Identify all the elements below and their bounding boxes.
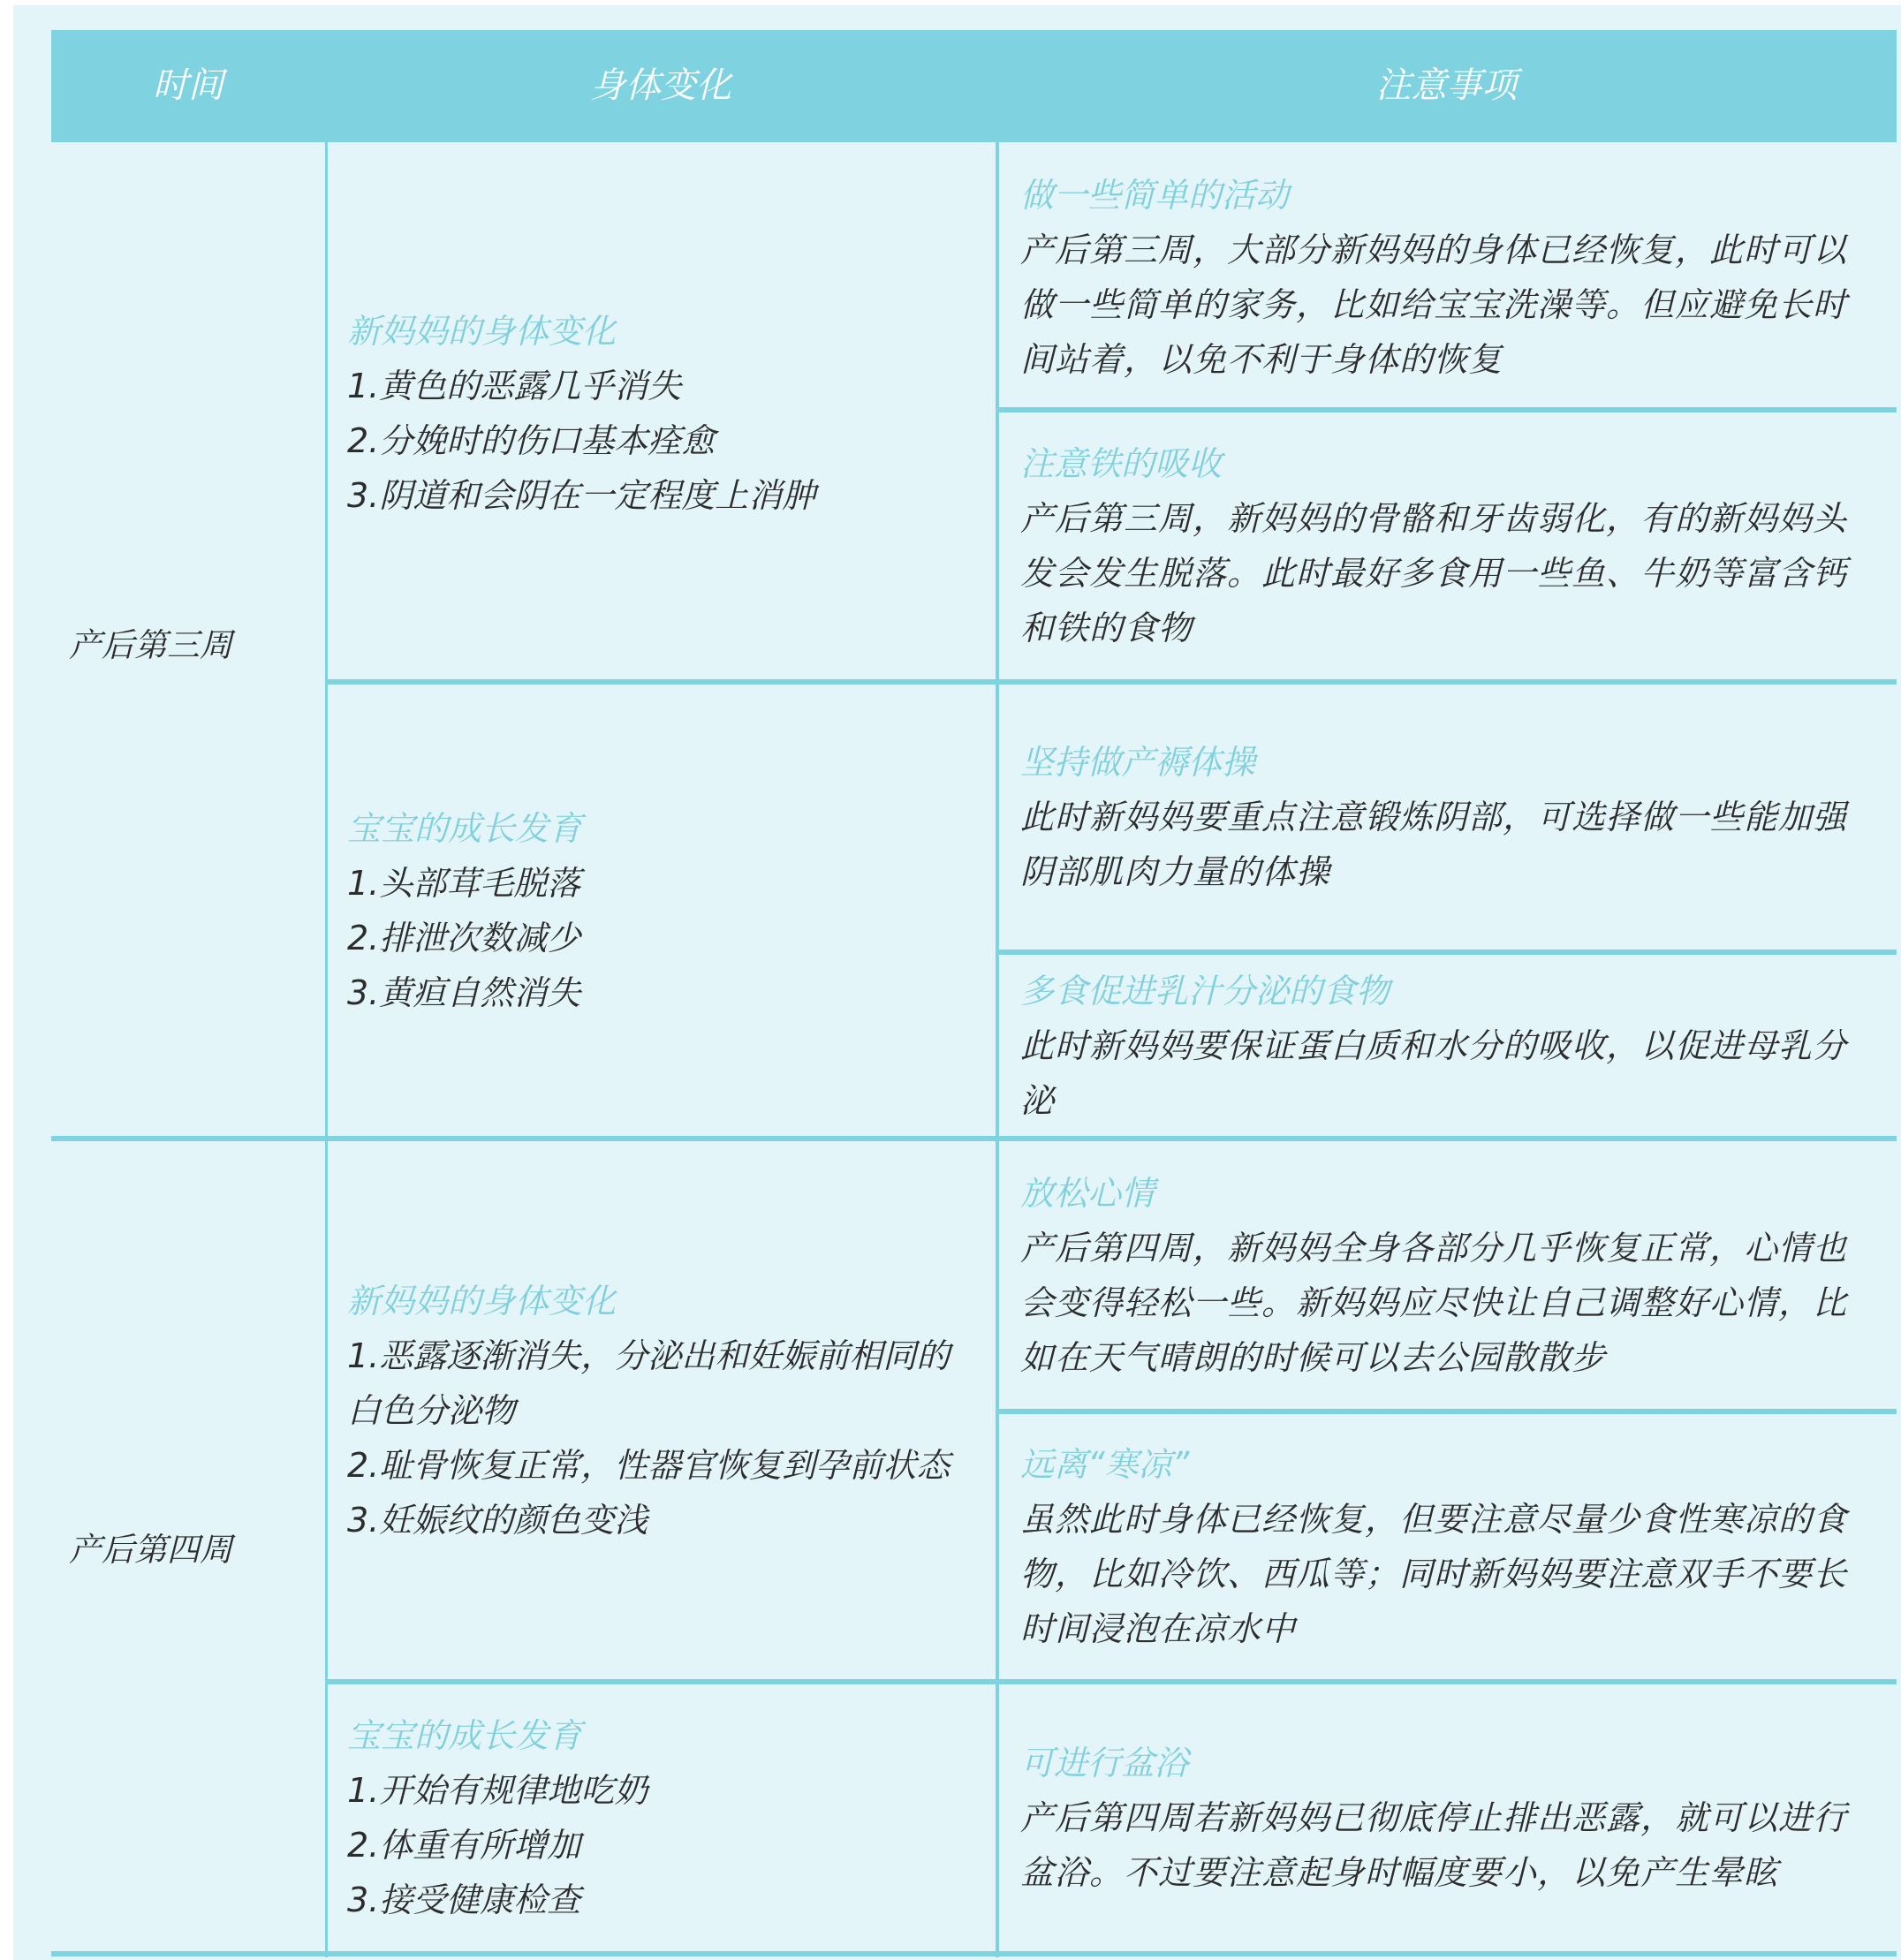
header-body-changes: 身体变化 bbox=[590, 65, 731, 106]
list-item: 白色分泌物 bbox=[347, 1390, 516, 1430]
note-cell bbox=[1020, 685, 1895, 950]
group-title: 宝宝的成长发育 bbox=[347, 1716, 583, 1755]
list-item: 2.耻骨恢复正常，性器官恢复到孕前状态 bbox=[347, 1445, 950, 1485]
note-cell bbox=[1020, 1414, 1895, 1679]
divider-col2 bbox=[996, 142, 999, 1957]
note-line: 如在天气晴朗的时候可以去公园散散步 bbox=[1020, 1337, 1607, 1377]
note-line: 泌 bbox=[1020, 1080, 1056, 1120]
note-line: 此时新妈妈要重点注意锻炼阴部，可选择做一些能加强 bbox=[1020, 798, 1848, 836]
postpartum-table bbox=[51, 30, 1897, 1957]
table-panel bbox=[13, 5, 1901, 1960]
note-line: 此时新妈妈要保证蛋白质和水分的吸收，以促进母乳分 bbox=[1020, 1025, 1848, 1065]
note-title: 多食促进乳汁分泌的食物 bbox=[1020, 971, 1390, 1010]
note-line: 盆浴。不过要注意起身时幅度要小，以免产生晕眩 bbox=[1020, 1853, 1779, 1892]
header-notes: 注意事项 bbox=[1375, 65, 1518, 106]
divider-col1 bbox=[325, 142, 328, 1957]
list-item: 1.恶露逐渐消失，分泌出和妊娠前相同的 bbox=[347, 1336, 950, 1375]
header-time: 时间 bbox=[153, 65, 223, 106]
note-cell bbox=[1020, 1684, 1895, 1951]
note-title: 注意铁的吸收 bbox=[1020, 444, 1223, 483]
note-line: 虽然此时身体已经恢复，但要注意尽量少食性寒凉的食 bbox=[1020, 1500, 1848, 1539]
note-line: 发会发生脱落。此时最好多食用一些鱼、牛奶等富含钙 bbox=[1020, 554, 1848, 593]
week-label bbox=[69, 148, 316, 1136]
note-line: 做一些简单的家务，比如给宝宝洗澡等。但应避免长时 bbox=[1020, 285, 1848, 324]
note-title: 做一些简单的活动 bbox=[1020, 176, 1290, 215]
note-cell bbox=[1020, 148, 1895, 407]
note-cell bbox=[1020, 955, 1895, 1136]
group-title: 宝宝的成长发育 bbox=[347, 808, 583, 848]
note-title: 坚持做产褥体操 bbox=[1020, 743, 1256, 782]
list-item: 3.阴道和会阴在一定程度上消肿 bbox=[347, 476, 816, 515]
divider-bottom bbox=[51, 1951, 1897, 1956]
note-line: 产后第三周，新妈妈的骨骼和牙齿弱化，有的新妈妈头 bbox=[1020, 499, 1848, 538]
note-line: 产后第四周若新妈妈已彻底停止排出恶露，就可以进行 bbox=[1020, 1798, 1848, 1837]
note-line: 产后第四周，新妈妈全身各部分几乎恢复正常，心情也 bbox=[1020, 1228, 1848, 1268]
list-item: 1.黄色的恶露几乎消失 bbox=[347, 367, 682, 405]
note-line: 阴部肌肉力量的体操 bbox=[1020, 852, 1331, 891]
note-line: 物，比如冷饮、西瓜等；同时新妈妈要注意双手不要长 bbox=[1020, 1555, 1848, 1593]
list-item: 2.分娩时的伤口基本痊愈 bbox=[347, 421, 716, 460]
group-title: 新妈妈的身体变化 bbox=[347, 1281, 617, 1321]
list-item: 1.头部茸毛脱落 bbox=[347, 863, 581, 903]
body-change-group bbox=[347, 685, 988, 1136]
note-line: 间站着，以免不利于身体的恢复 bbox=[1020, 340, 1503, 379]
list-item: 3.黄疸自然消失 bbox=[347, 972, 581, 1012]
note-cell bbox=[1020, 1141, 1895, 1409]
group-title: 新妈妈的身体变化 bbox=[347, 312, 617, 351]
body-change-group bbox=[347, 148, 988, 679]
note-line: 产后第三周，大部分新妈妈的身体已经恢复，此时可以 bbox=[1020, 231, 1848, 269]
note-title: 放松心情 bbox=[1020, 1173, 1155, 1213]
body-change-group bbox=[347, 1684, 988, 1951]
note-line: 会变得轻松一些。新妈妈应尽快让自己调整好心情，比 bbox=[1020, 1283, 1848, 1322]
body-change-group bbox=[347, 1141, 988, 1679]
week-label-text: 产后第三周 bbox=[69, 625, 232, 664]
note-line: 和铁的食物 bbox=[1020, 609, 1193, 647]
note-title: 可进行盆浴 bbox=[1020, 1744, 1189, 1782]
list-item: 3.妊娠纹的颜色变浅 bbox=[347, 1500, 648, 1540]
week-label-text: 产后第四周 bbox=[69, 1530, 232, 1569]
note-cell bbox=[1020, 412, 1895, 679]
list-item: 2.排泄次数减少 bbox=[347, 918, 581, 957]
table-header bbox=[51, 30, 1897, 142]
week-label bbox=[69, 1141, 316, 1951]
list-item: 1.开始有规律地吃奶 bbox=[347, 1771, 648, 1810]
list-item: 2.体重有所增加 bbox=[347, 1826, 581, 1865]
note-line: 时间浸泡在凉水中 bbox=[1020, 1609, 1297, 1648]
list-item: 3.接受健康检查 bbox=[347, 1881, 581, 1919]
note-title: 远离“寒凉” bbox=[1020, 1445, 1190, 1484]
